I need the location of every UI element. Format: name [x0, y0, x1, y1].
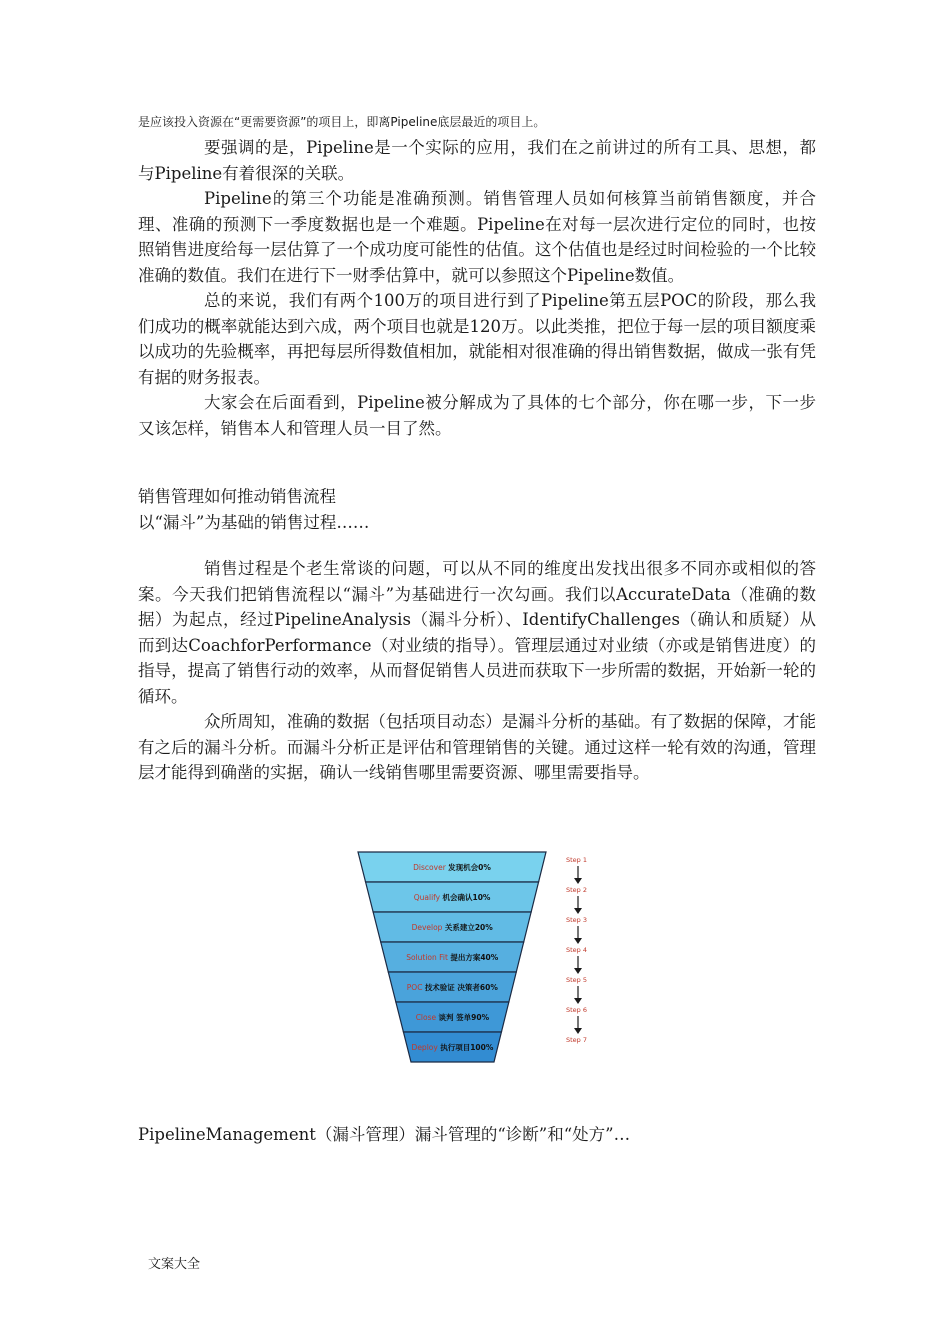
funnel-stage-label: Discover 发现机会0% — [413, 863, 491, 872]
step-label: Step 1 — [566, 856, 588, 864]
intro-line: 是应该投入资源在“更需要资源”的项目上，即离Pipeline底层最近的项目上。 — [138, 115, 546, 129]
paragraph: Pipeline的第三个功能是准确预测。销售管理人员如何核算当前销售额度，并合理、准确的预测下一季度数据也是一个难题。Pipeline在对每一层次进行定位的同时，也按照销售进度给每一层估算了一个成功度可能性的估值。这个估值也是经过时间检验的一个比较准确的数值。我们在进行下一财季估算中，就可以参照这个Pipeline数值。 — [138, 189, 816, 285]
paragraph: 总的来说，我们有两个100万的项目进行到了Pipeline第五层POC的阶段，那么我们成功的概率就能达到六成，两个项目也就是120万。以此类推，把位于每一层的项目额度乘以成功的先验概率，再把每层所得数值相加，就能相对很准确的得出销售数据，做成一张有凭有据的财务报表。 — [138, 291, 816, 387]
funnel-stage-label: POC 技术验证 决策者60% — [406, 983, 498, 992]
paragraph: 众所周知，准确的数据（包括项目动态）是漏斗分析的基础。有了数据的保障，才能有之后的漏斗分析。而漏斗分析正是评估和管理销售的关键。通过这样一轮有效的沟通，管理层才能得到确凿的实据，确认一线销售哪里需要资源、哪里需要指导。 — [138, 712, 816, 782]
step-arrowhead — [574, 908, 582, 914]
funnel-stage-label: Close 谈判 签单90% — [415, 1013, 490, 1022]
section-subheading: 以“漏斗”为基础的销售过程…… — [138, 512, 370, 532]
figure-caption: PipelineManagement（漏斗管理）漏斗管理的“诊断”和“处方”… — [138, 1125, 631, 1144]
step-arrowhead — [574, 998, 582, 1004]
paragraph: 大家会在后面看到，Pipeline被分解成为了具体的七个部分，你在哪一步，下一步又该怎样，销售本人和管理人员一目了然。 — [138, 393, 816, 438]
step-label: Step 3 — [566, 916, 588, 924]
step-arrowhead — [574, 1028, 582, 1034]
step-arrowhead — [574, 878, 582, 884]
step-label: Step 5 — [566, 976, 588, 984]
funnel-stage-label: Develop 关系建立20% — [411, 923, 493, 932]
funnel-figure — [356, 848, 600, 1072]
body-section-funnel — [138, 556, 816, 786]
step-label: Step 6 — [566, 1006, 588, 1014]
funnel-stage-label: Solution Fit 提出方案40% — [406, 953, 499, 962]
page-footer: 文案大全 — [148, 1257, 201, 1272]
step-arrowhead — [574, 968, 582, 974]
step-label: Step 2 — [566, 886, 588, 894]
funnel-stage-label: Deploy 执行项目100% — [411, 1043, 494, 1052]
funnel-stage-label: Qualify 机会确认10% — [413, 893, 491, 902]
paragraph: 要强调的是，Pipeline是一个实际的应用，我们在之前讲过的所有工具、思想，都与Pipeline有着很深的关联。 — [138, 138, 816, 183]
section-heading: 销售管理如何推动销售流程 — [138, 487, 336, 506]
paragraph: 销售过程是个老生常谈的问题，可以从不同的维度出发找出很多不同亦或相似的答案。今天我们把销售流程以“漏斗”为基础进行一次勾画。我们以AccurateData（准确的数据）为起点，经过PipelineAnalysis（漏斗分析）、IdentifyChallenges（确认和质疑）从而到达CoachforPerformance（对业绩的指导）。管理层通过对业绩（亦或是销售进度）的指导，提高了销售行动的效率，从而督促销售人员进而获取下一步所需的数据，开始新一轮的循环。 — [138, 559, 816, 706]
step-label: Step 4 — [566, 946, 588, 954]
step-label: Step 7 — [566, 1036, 588, 1044]
step-arrowhead — [574, 938, 582, 944]
section-headings — [138, 484, 816, 535]
body-section-pipeline — [138, 135, 816, 441]
